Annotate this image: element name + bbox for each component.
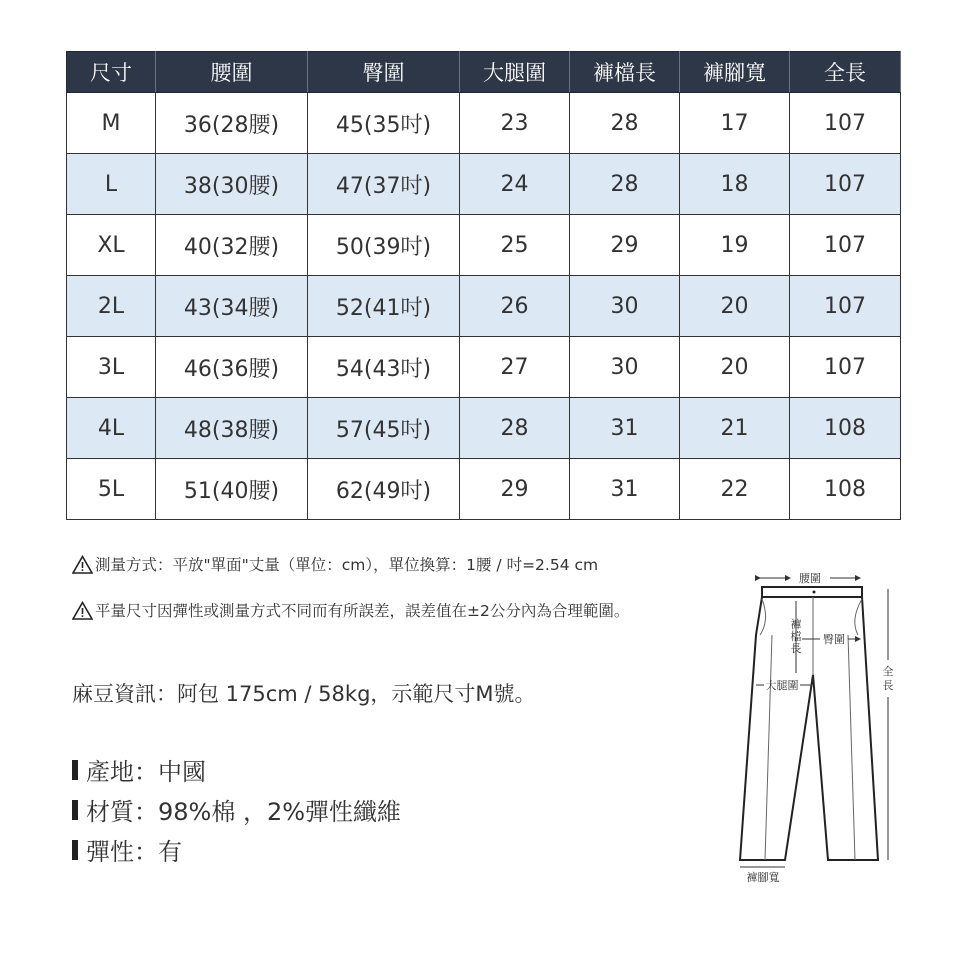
table-cell: 62(49吋) xyxy=(308,459,460,520)
header-hem: 褲腳寬 xyxy=(680,52,790,93)
diagram-label-waist: 腰圍 xyxy=(799,572,821,585)
table-cell: 28 xyxy=(570,93,680,154)
table-cell: 45(35吋) xyxy=(308,93,460,154)
table-row xyxy=(67,93,901,154)
table-cell: 30 xyxy=(570,276,680,337)
table-cell: 29 xyxy=(570,215,680,276)
table-cell: 29 xyxy=(460,459,570,520)
table-cell: 3L xyxy=(67,337,156,398)
table-cell: 38(30腰) xyxy=(156,154,308,215)
table-cell: 5L xyxy=(67,459,156,520)
table-cell: 27 xyxy=(460,337,570,398)
table-cell: 43(34腰) xyxy=(156,276,308,337)
table-cell: 46(36腰) xyxy=(156,337,308,398)
diagram-label-length-1: 全 xyxy=(882,665,894,678)
table-cell: 57(45吋) xyxy=(308,398,460,459)
table-cell: 19 xyxy=(680,215,790,276)
table-cell: 108 xyxy=(790,398,901,459)
table-cell: 22 xyxy=(680,459,790,520)
table-cell: 107 xyxy=(790,215,901,276)
table-cell: 25 xyxy=(460,215,570,276)
table-header-row xyxy=(67,52,901,93)
table-row xyxy=(67,276,901,337)
table-cell: 108 xyxy=(790,459,901,520)
table-cell: 21 xyxy=(680,398,790,459)
pants-measurement-diagram xyxy=(730,565,910,895)
diagram-label-rise-2: 檔 xyxy=(790,630,802,643)
table-cell: 107 xyxy=(790,154,901,215)
table-cell: 18 xyxy=(680,154,790,215)
table-cell: 2L xyxy=(67,276,156,337)
spec-material-text: 材質：98%棉 ，2%彈性纖維 xyxy=(86,798,402,826)
bullet-bar xyxy=(72,760,78,780)
model-info: 麻豆資訊：阿包 175cm / 58kg，示範尺寸M號。 xyxy=(72,682,536,706)
table-cell: 50(39吋) xyxy=(308,215,460,276)
table-row xyxy=(67,398,901,459)
table-cell: 26 xyxy=(460,276,570,337)
diagram-label-length-2: 長 xyxy=(882,679,894,692)
error-note xyxy=(72,599,629,621)
table-cell: 28 xyxy=(460,398,570,459)
table-cell: 30 xyxy=(570,337,680,398)
diagram-label-rise-1: 褲 xyxy=(790,618,802,631)
table-cell: L xyxy=(67,154,156,215)
spec-origin-text: 產地：中國 xyxy=(86,758,206,786)
diagram-label-rise-3: 長 xyxy=(790,642,802,655)
measure-note-text: 測量方式：平放"單面"丈量（單位：cm），單位換算：1腰 / 吋=2.54 cm xyxy=(95,556,599,574)
header-rise: 褲檔長 xyxy=(570,52,680,93)
error-note-text: 平量尺寸因彈性或測量方式不同而有所誤差，誤差值在±2公分內為合理範圍。 xyxy=(95,602,630,620)
diagram-label-thigh: 大腿圍 xyxy=(765,679,799,692)
header-hip: 臀圍 xyxy=(308,52,460,93)
spec-origin xyxy=(72,752,206,787)
table-cell: 23 xyxy=(460,93,570,154)
measure-note xyxy=(72,553,598,575)
table-cell: 20 xyxy=(680,276,790,337)
table-cell: 48(38腰) xyxy=(156,398,308,459)
table-cell: 54(43吋) xyxy=(308,337,460,398)
header-length: 全長 xyxy=(790,52,901,93)
table-cell: XL xyxy=(67,215,156,276)
bullet-bar xyxy=(72,800,78,820)
bullet-bar xyxy=(72,840,78,860)
table-cell: 107 xyxy=(790,276,901,337)
table-cell: 28 xyxy=(570,154,680,215)
table-cell: 31 xyxy=(570,459,680,520)
header-size: 尺寸 xyxy=(67,52,156,93)
table-cell: 47(37吋) xyxy=(308,154,460,215)
diagram-label-hem: 褲腳寬 xyxy=(746,871,780,884)
table-cell: 107 xyxy=(790,93,901,154)
pants-outline xyxy=(740,587,878,860)
table-cell: 17 xyxy=(680,93,790,154)
header-waist: 腰圍 xyxy=(156,52,308,93)
table-cell: 24 xyxy=(460,154,570,215)
warning-triangle-icon xyxy=(72,555,93,574)
table-cell: 4L xyxy=(67,398,156,459)
table-row xyxy=(67,337,901,398)
table-cell: 51(40腰) xyxy=(156,459,308,520)
diagram-label-hip: 臀圍 xyxy=(823,633,845,646)
table-cell: M xyxy=(67,93,156,154)
table-cell: 107 xyxy=(790,337,901,398)
table-cell: 40(32腰) xyxy=(156,215,308,276)
header-thigh: 大腿圍 xyxy=(460,52,570,93)
table-row xyxy=(67,215,901,276)
size-table xyxy=(66,51,901,520)
spec-elasticity-text: 彈性：有 xyxy=(86,838,182,866)
warning-triangle-icon xyxy=(72,601,93,620)
table-row xyxy=(67,154,901,215)
table-cell: 52(41吋) xyxy=(308,276,460,337)
table-row xyxy=(67,459,901,520)
spec-elasticity xyxy=(72,832,182,867)
table-cell: 36(28腰) xyxy=(156,93,308,154)
table-cell: 31 xyxy=(570,398,680,459)
spec-material xyxy=(72,792,401,827)
table-cell: 20 xyxy=(680,337,790,398)
